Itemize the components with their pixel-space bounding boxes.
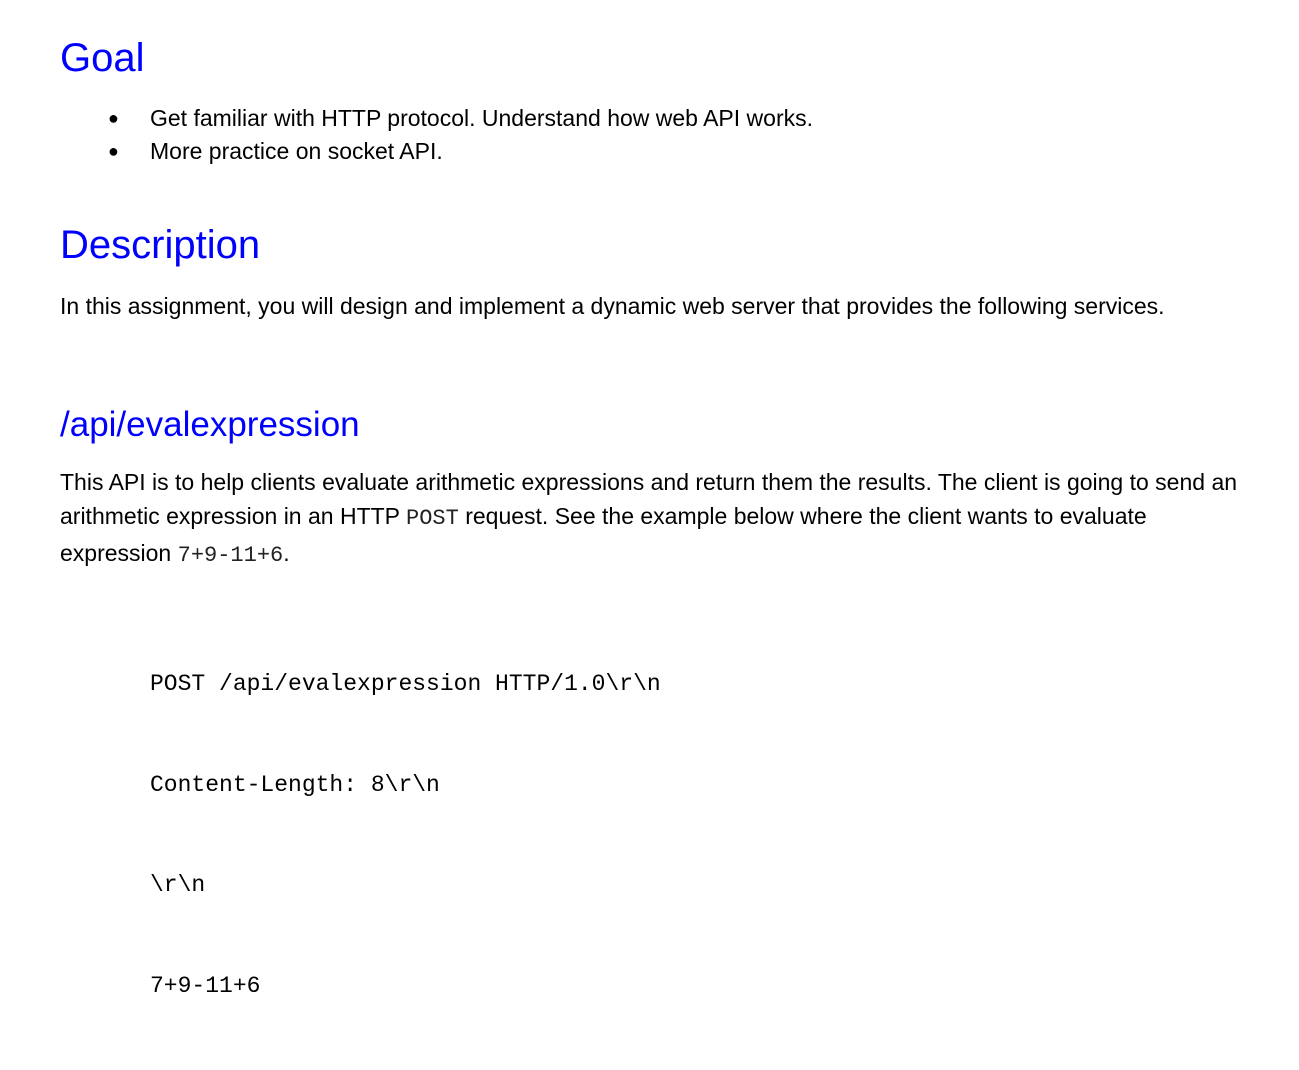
inline-code-expression: 7+9-11+6 — [177, 543, 284, 568]
bullet-text: More practice on socket API. — [150, 138, 443, 164]
inline-code-method: POST — [406, 506, 459, 531]
code-line: 7+9-11+6 — [150, 972, 261, 999]
code-line: Content-Length: 8\r\n — [150, 771, 440, 798]
api-text-part2: request. See the example below where the client wants to evaluate expression — [60, 503, 1147, 566]
api-heading: /api/evalexpression — [60, 405, 360, 444]
http-request-code-block — [150, 601, 661, 1070]
api-text-part3: . — [283, 540, 290, 566]
bullet-icon: ● — [108, 108, 119, 128]
description-paragraph: In this assignment, you will design and implement a dynamic web server that provides the following services. — [60, 293, 1165, 319]
bullet-icon: ● — [108, 141, 119, 161]
bullet-text: Get familiar with HTTP protocol. Understand how web API works. — [150, 105, 814, 131]
code-line: POST /api/evalexpression HTTP/1.0\r\n — [150, 671, 661, 697]
goal-heading: Goal — [60, 36, 145, 80]
code-line: \r\n — [150, 872, 206, 898]
description-heading: Description — [60, 223, 261, 267]
api-text-part1: This API is to help clients evaluate arithmetic expressions and return them the results. The client is going to send an arithmetic expression in an HTTP — [60, 469, 1238, 529]
api-paragraph — [60, 465, 1240, 573]
